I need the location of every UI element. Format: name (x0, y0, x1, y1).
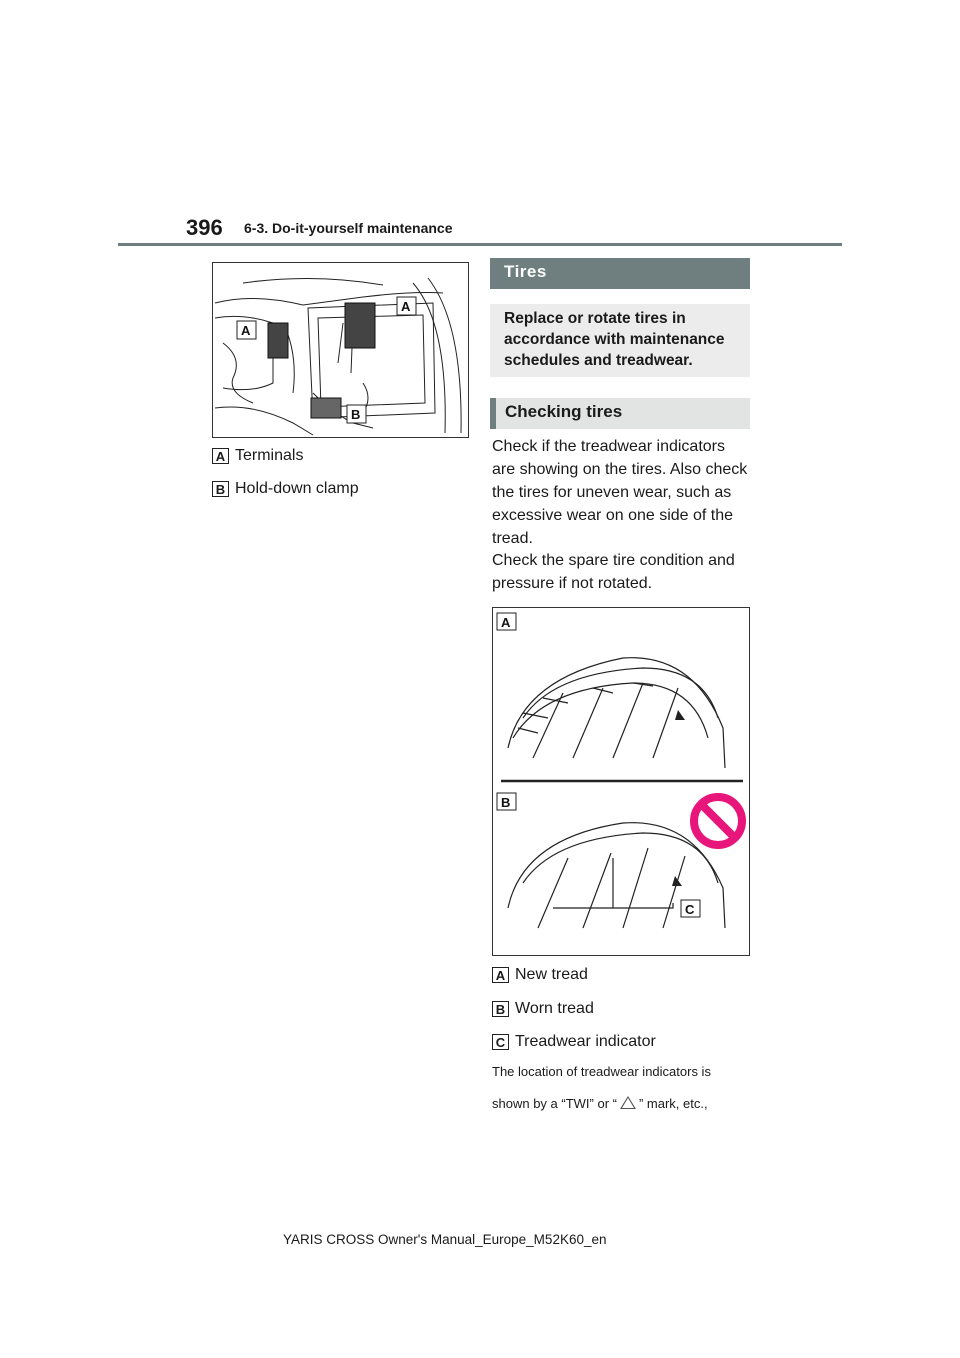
legend-label-treadwear-indicator: Treadwear indicator (515, 1033, 656, 1050)
prohibited-icon (694, 797, 742, 845)
callout-a-right-label: A (401, 299, 411, 314)
legend-worn-tread (492, 1000, 594, 1018)
twi-mark-worn (672, 876, 682, 886)
note-line-2-prefix: shown by a “TWI” or “ (492, 1096, 617, 1111)
legend-label-new-tread: New tread (515, 966, 588, 983)
tire-figure (492, 607, 750, 956)
note-line-2-suffix: ” mark, etc., (638, 1096, 708, 1111)
legend-key-b: B (212, 481, 229, 497)
legend-label-terminals: Terminals (235, 447, 304, 464)
checking-tires-heading: Checking tires (490, 398, 750, 429)
legend-label-worn-tread: Worn tread (515, 1000, 594, 1017)
legend-new-tread (492, 966, 588, 984)
battery-illustration (213, 263, 468, 437)
tires-paragraph-2: Check the spare tire condition and pressure if not rotated. (492, 552, 735, 592)
note-line-2 (492, 1095, 708, 1111)
legend-key-a: A (212, 448, 229, 464)
twi-mark-new (675, 710, 685, 720)
legend-terminals (212, 447, 303, 465)
callout-a-label: A (501, 615, 511, 630)
note-line-1: The location of treadwear indicators is (492, 1064, 711, 1079)
page-number: 396 (186, 215, 223, 240)
tire-illustration (493, 608, 749, 955)
callout-b-label: B (501, 795, 511, 810)
legend-treadwear-indicator (492, 1033, 656, 1051)
legend-key-c: C (492, 1034, 509, 1050)
legend-hold-down-clamp (212, 480, 359, 498)
section-title: 6-3. Do-it-yourself maintenance (244, 220, 453, 236)
callout-b-label: B (351, 407, 361, 422)
triangle-icon (620, 1096, 636, 1109)
callout-c-label: C (685, 902, 695, 917)
legend-key-b: B (492, 1001, 509, 1017)
battery-figure (212, 262, 469, 438)
legend-label-hold-down-clamp: Hold-down clamp (235, 480, 359, 497)
tires-paragraph-1: Check if the treadwear indicators are showing on the tires. Also check the tires for uneven wear, such as excessive wear on one side of the tread. (492, 438, 748, 547)
legend-key-a: A (492, 967, 509, 983)
header-rule (118, 243, 842, 246)
callout-a-left-label: A (241, 323, 251, 338)
footer: YARIS CROSS Owner's Manual_Europe_M52K60_en (283, 1232, 607, 1247)
tires-heading: Tires (490, 258, 750, 289)
tires-summary: Replace or rotate tires in accordance with maintenance schedules and treadwear. (490, 304, 750, 377)
